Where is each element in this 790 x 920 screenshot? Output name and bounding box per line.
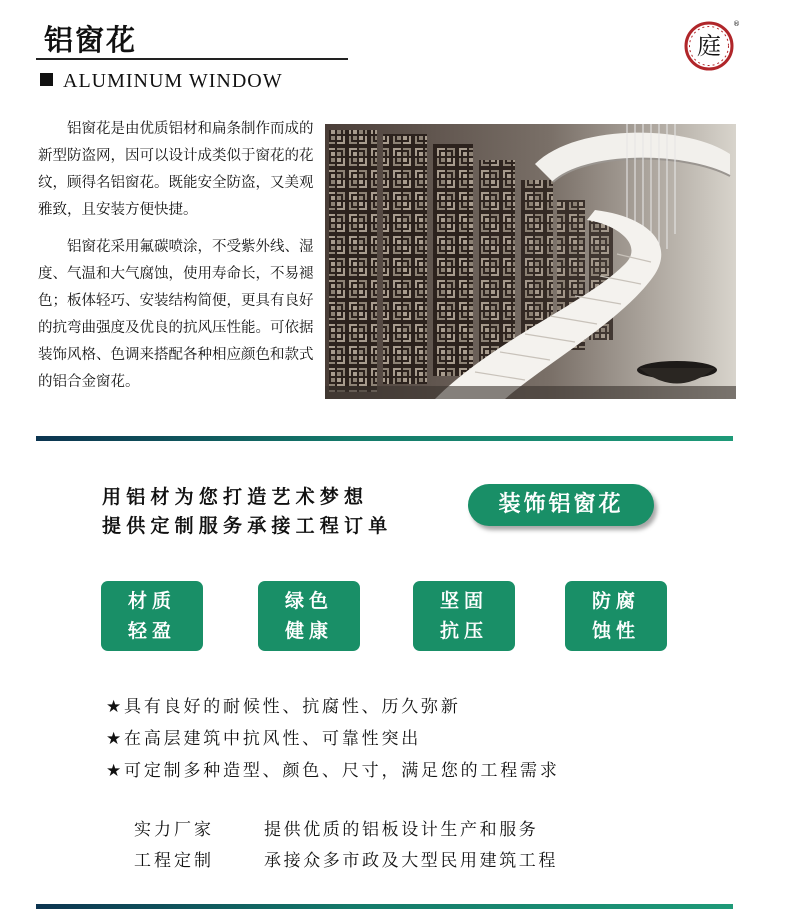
feature-card-lightweight [101, 581, 203, 651]
svg-text:®: ® [733, 20, 740, 28]
page-title: 铝窗花 [44, 23, 138, 57]
fact-value: 提供优质的铝板设计生产和服务 [264, 820, 539, 840]
slogan-line-1: 用铝材为您打造艺术梦想 [102, 486, 369, 508]
subtitle-text: ALUMINUM WINDOW [63, 70, 283, 92]
page-subtitle [40, 70, 283, 93]
feature-card-line-2: 抗压 [439, 620, 488, 642]
feature-card-sturdy [413, 581, 515, 651]
slogan-line-2: 提供定制服务承接工程订单 [102, 515, 393, 537]
brand-logo [683, 18, 740, 72]
feature-card-line-2: 健康 [284, 620, 333, 642]
fact-label: 实力厂家 [134, 820, 214, 840]
feature-card-line-2: 蚀性 [591, 620, 640, 642]
title-underline [36, 58, 348, 60]
svg-text:庭: 庭 [697, 32, 721, 60]
feature-card-corrosion-resistant [565, 581, 667, 651]
feature-card-green-healthy [258, 581, 360, 651]
feature-card-line-2: 轻盈 [127, 620, 176, 642]
bullet-item: ★在高层建筑中抗风性、可靠性突出 [106, 729, 422, 749]
product-photo [325, 124, 736, 399]
square-bullet-icon [40, 73, 53, 86]
fact-label: 工程定制 [134, 851, 214, 871]
bullet-item: ★具有良好的耐候性、抗腐性、历久弥新 [106, 697, 461, 717]
section-divider [36, 436, 733, 441]
feature-card-line-1: 绿色 [284, 590, 333, 612]
intro-paragraph-2: 铝窗花采用氟碳喷涂，不受紫外线、湿度、气温和大气腐蚀，使用寿命长，不易褪色；板体轻巧、安装结构简便，更具有良好的抗弯曲强度及优良的抗风压性能。可依据装饰风格、色调来搭配各种相应颜色和款式的铝合金窗花。 [38, 239, 314, 390]
bullet-item: ★可定制多种造型、颜色、尺寸，满足您的工程需求 [106, 761, 560, 781]
intro-paragraph-1: 铝窗花是由优质铝材和扁条制作而成的新型防盗网，因可以设计成类似于窗花的花纹，顾得名铝窗花。既能安全防盗，又美观雅致，且安装方便快捷。 [38, 121, 314, 218]
feature-card-line-1: 材质 [127, 590, 176, 612]
fact-value: 承接众多市政及大型民用建筑工程 [264, 851, 558, 871]
footer-divider [36, 904, 733, 909]
feature-card-line-1: 防腐 [591, 590, 640, 612]
decorative-window-badge: 装饰铝窗花 [468, 484, 654, 526]
feature-card-line-1: 坚固 [439, 590, 488, 612]
